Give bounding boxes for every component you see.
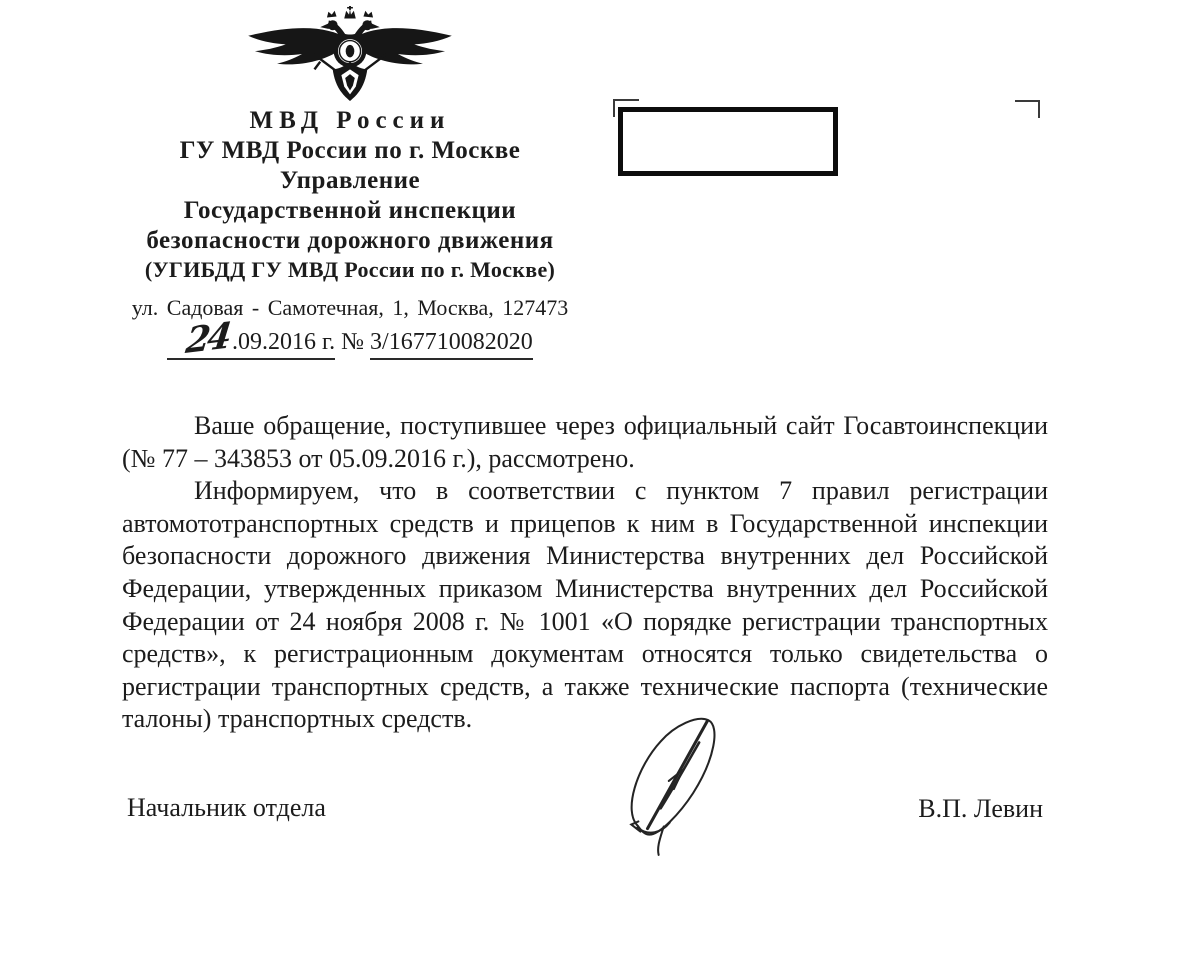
document-body [122,410,1048,736]
outgoing-number: 3/167710082020 [370,327,533,360]
number-sign: № [341,329,365,355]
date-underlined-segment [167,315,336,363]
stamp-box [618,107,838,176]
signoff-title: Начальник отдела [127,793,326,822]
letterhead-org-line-2: ГУ МВД России по г. Москве [179,137,521,164]
letterhead [113,6,587,363]
signature-icon [610,714,762,856]
date-text: .09.2016 г. [232,329,336,355]
letterhead-org-line-5: безопасности дорожного движения [146,227,554,254]
crop-mark-topright-icon [1015,100,1040,118]
letterhead-org-line-4: Государственной инспекции [183,197,517,224]
body-paragraph: Ваше обращение, поступившее через официальный сайт Госавтоинспекции (№ 77 – 343853 от 05.09.2016 г.), рассмотрено. [122,411,1048,473]
date-line [113,315,587,363]
signer-name: В.П. Левин [918,794,1043,823]
letterhead-org-line-3: Управление [279,167,421,194]
letterhead-org-line-1: МВД России [249,107,451,134]
mvd-emblem-icon [242,6,458,102]
letterhead-org-line-6: (УГИБДД ГУ МВД России по г. Москве) [144,257,556,282]
letterhead-address: ул. Садовая - Самотечная, 1, Москва, 127473 [131,295,569,320]
body-paragraph: Информируем, что в соответствии с пунктом 7 правил регистрации автомототранспортных средств и прицепов к ним в Государственной инспекции безопасности дорожного движения Министерства внутренних дел Российской Федерации, утвержденных приказом Министерства внутренних дел Российской Федерации от 24 ноября 2008 г. № 1001 «О порядке регистрации транспортных средств», к регистрационным документам относятся только свидетельства о регистрации транспортных средств, а также технические паспорта (технические талоны) транспортных средств. [122,476,1048,734]
handwritten-date-day: 24 [183,315,232,363]
